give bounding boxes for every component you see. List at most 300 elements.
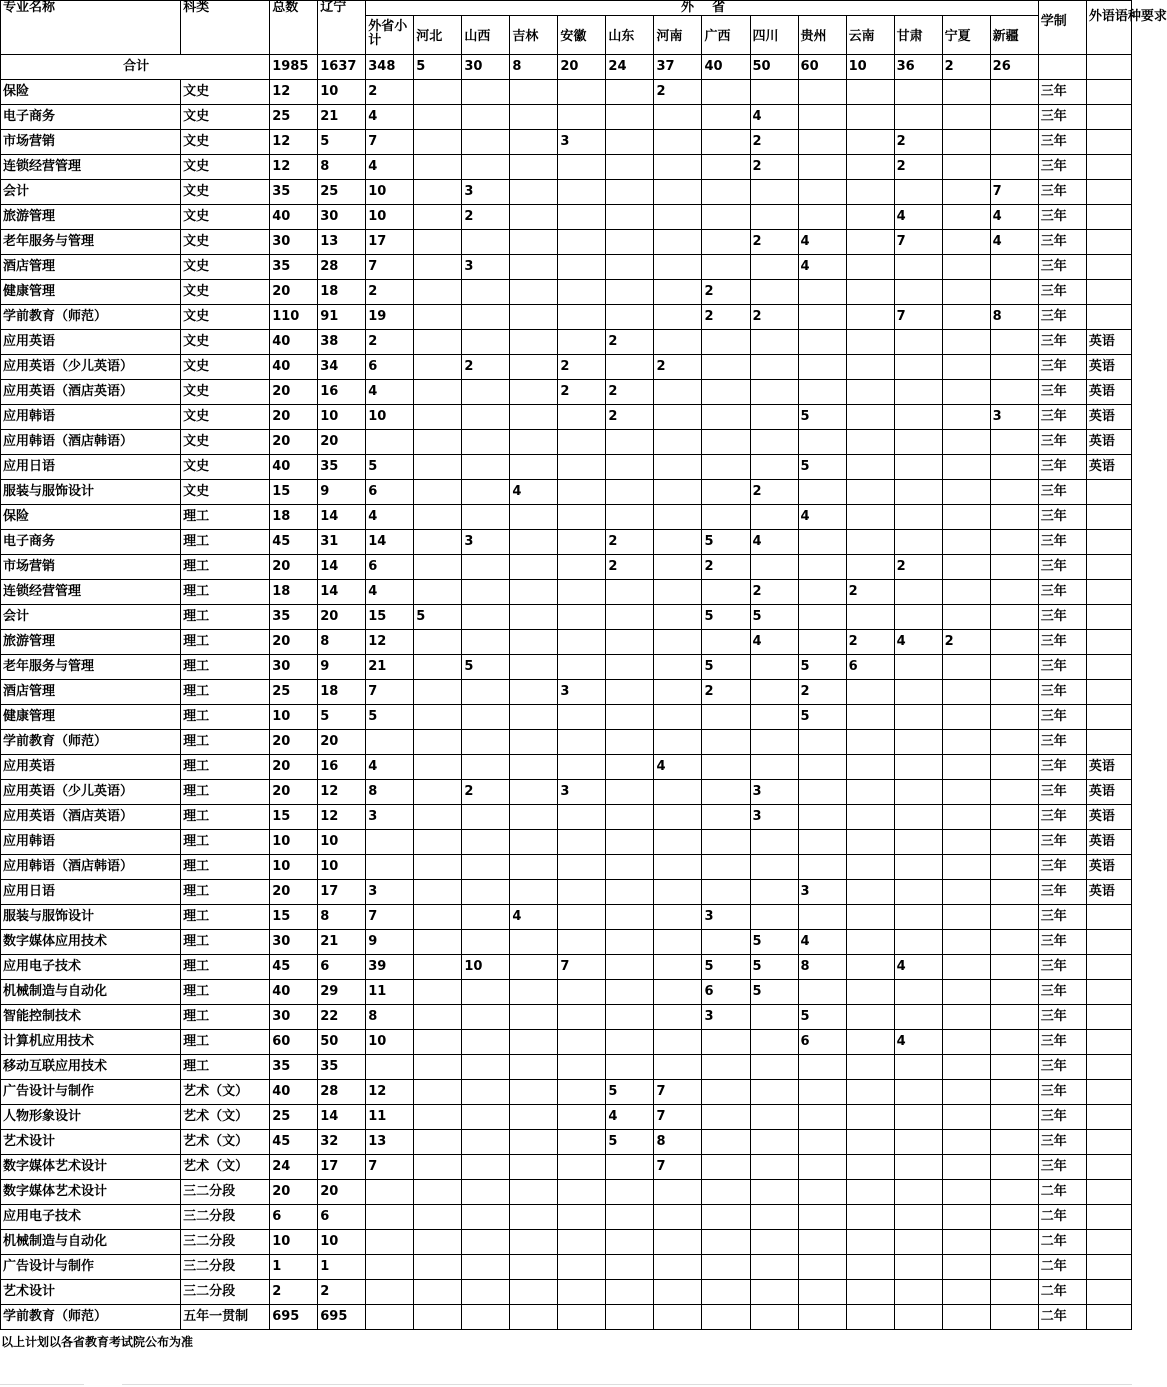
province-cell [558, 1005, 606, 1030]
province-cell [894, 930, 942, 955]
province-cell: 2 [750, 155, 798, 180]
province-cell [750, 905, 798, 930]
length-cell: 三年 [1038, 230, 1086, 255]
province-cell [558, 1130, 606, 1155]
category-cell: 理工 [181, 655, 270, 680]
province-cell: 2 [606, 330, 654, 355]
province-cell [510, 730, 558, 755]
summary-total: 1985 [270, 55, 318, 80]
province-cell [846, 730, 894, 755]
category-cell: 理工 [181, 905, 270, 930]
out-subtotal-cell: 4 [366, 755, 414, 780]
province-cell [558, 805, 606, 830]
province-cell [846, 405, 894, 430]
total-cell: 45 [270, 1130, 318, 1155]
province-cell [414, 1280, 462, 1305]
table-row [1, 355, 1132, 380]
length-cell: 三年 [1038, 1130, 1086, 1155]
province-cell [702, 730, 750, 755]
length-cell: 三年 [1038, 505, 1086, 530]
province-cell [510, 705, 558, 730]
length-cell: 二年 [1038, 1255, 1086, 1280]
province-cell [702, 505, 750, 530]
out-subtotal-cell [366, 1255, 414, 1280]
province-cell [558, 205, 606, 230]
province-cell [750, 80, 798, 105]
province-cell: 3 [750, 805, 798, 830]
province-cell: 4 [798, 230, 846, 255]
province-cell [462, 1305, 510, 1330]
province-cell [750, 1205, 798, 1230]
category-cell: 理工 [181, 855, 270, 880]
province-cell [798, 555, 846, 580]
province-cell [846, 1155, 894, 1180]
category-cell: 理工 [181, 805, 270, 830]
province-cell [942, 155, 990, 180]
header-province: 吉林 [510, 16, 558, 55]
out-subtotal-cell [366, 855, 414, 880]
category-cell: 理工 [181, 980, 270, 1005]
province-cell [558, 880, 606, 905]
province-cell [798, 280, 846, 305]
category-cell: 理工 [181, 755, 270, 780]
province-cell [894, 780, 942, 805]
province-cell: 4 [894, 630, 942, 655]
language-cell [1086, 130, 1131, 155]
province-cell [654, 705, 702, 730]
province-cell [942, 130, 990, 155]
summary-empty-cell [1038, 55, 1086, 80]
summary-province-value: 40 [702, 55, 750, 80]
province-cell [558, 180, 606, 205]
province-cell: 4 [990, 230, 1038, 255]
total-cell: 30 [270, 1005, 318, 1030]
province-cell [510, 530, 558, 555]
province-cell [414, 80, 462, 105]
province-cell [942, 330, 990, 355]
table-row [1, 980, 1132, 1005]
length-cell: 三年 [1038, 780, 1086, 805]
language-cell: 英语 [1086, 355, 1131, 380]
province-cell: 2 [894, 155, 942, 180]
table-row [1, 1130, 1132, 1155]
province-cell [846, 330, 894, 355]
province-cell [510, 1255, 558, 1280]
province-cell [798, 1280, 846, 1305]
province-cell [798, 330, 846, 355]
total-cell: 30 [270, 930, 318, 955]
liaoning-cell: 20 [318, 605, 366, 630]
category-cell: 文史 [181, 330, 270, 355]
province-cell [558, 1255, 606, 1280]
category-cell: 理工 [181, 1030, 270, 1055]
province-cell [702, 780, 750, 805]
major-cell: 应用英语 [1, 330, 181, 355]
province-cell [462, 730, 510, 755]
province-cell [414, 555, 462, 580]
province-cell [798, 580, 846, 605]
major-cell: 连锁经营管理 [1, 155, 181, 180]
province-cell [846, 605, 894, 630]
category-cell: 理工 [181, 505, 270, 530]
province-cell: 5 [702, 605, 750, 630]
province-cell [654, 630, 702, 655]
province-cell [510, 305, 558, 330]
province-cell [654, 980, 702, 1005]
province-cell [510, 405, 558, 430]
province-cell [606, 255, 654, 280]
major-cell: 应用韩语（酒店韩语） [1, 855, 181, 880]
province-cell [558, 1230, 606, 1255]
province-cell [750, 355, 798, 380]
province-cell [990, 1305, 1038, 1330]
total-cell: 20 [270, 630, 318, 655]
total-cell: 110 [270, 305, 318, 330]
province-cell [606, 1155, 654, 1180]
language-cell [1086, 80, 1131, 105]
language-cell [1086, 530, 1131, 555]
out-subtotal-cell: 2 [366, 280, 414, 305]
province-cell [462, 155, 510, 180]
major-cell: 应用英语（少儿英语） [1, 780, 181, 805]
province-cell: 2 [702, 305, 750, 330]
province-cell: 5 [606, 1130, 654, 1155]
out-subtotal-cell: 13 [366, 1130, 414, 1155]
province-cell [846, 955, 894, 980]
province-cell [510, 455, 558, 480]
province-cell [606, 880, 654, 905]
province-cell [942, 580, 990, 605]
total-cell: 10 [270, 830, 318, 855]
header-province: 四川 [750, 16, 798, 55]
category-cell: 理工 [181, 830, 270, 855]
province-cell [942, 805, 990, 830]
category-cell: 理工 [181, 930, 270, 955]
liaoning-cell: 695 [318, 1305, 366, 1330]
province-cell: 5 [702, 955, 750, 980]
province-cell [990, 1230, 1038, 1255]
liaoning-cell: 10 [318, 1230, 366, 1255]
province-cell [750, 555, 798, 580]
province-cell [798, 830, 846, 855]
province-cell: 5 [798, 705, 846, 730]
province-cell [414, 1080, 462, 1105]
province-cell: 2 [894, 555, 942, 580]
total-cell: 10 [270, 705, 318, 730]
province-cell [894, 1205, 942, 1230]
major-cell: 连锁经营管理 [1, 580, 181, 605]
total-cell: 20 [270, 780, 318, 805]
province-cell [846, 1255, 894, 1280]
province-cell [750, 255, 798, 280]
province-cell [846, 1005, 894, 1030]
province-cell [606, 655, 654, 680]
major-cell: 酒店管理 [1, 255, 181, 280]
out-subtotal-cell [366, 1305, 414, 1330]
province-cell [654, 1255, 702, 1280]
province-cell [846, 555, 894, 580]
province-cell [606, 855, 654, 880]
province-cell [846, 855, 894, 880]
province-cell [558, 455, 606, 480]
province-cell: 5 [606, 1080, 654, 1105]
province-cell: 4 [654, 755, 702, 780]
category-cell: 理工 [181, 705, 270, 730]
province-cell [942, 205, 990, 230]
province-cell [702, 180, 750, 205]
language-cell: 英语 [1086, 405, 1131, 430]
province-cell [510, 130, 558, 155]
table-row [1, 105, 1132, 130]
total-cell: 15 [270, 805, 318, 830]
province-cell [414, 1180, 462, 1205]
province-cell [462, 555, 510, 580]
province-cell [894, 1280, 942, 1305]
table-row [1, 1255, 1132, 1280]
out-subtotal-cell [366, 1230, 414, 1255]
province-cell [558, 530, 606, 555]
province-cell [606, 630, 654, 655]
province-cell: 2 [942, 630, 990, 655]
province-cell [606, 1255, 654, 1280]
table-row [1, 955, 1132, 980]
province-cell [894, 430, 942, 455]
province-cell [702, 1305, 750, 1330]
province-cell [942, 1105, 990, 1130]
province-cell [750, 755, 798, 780]
liaoning-cell: 50 [318, 1030, 366, 1055]
province-cell [414, 205, 462, 230]
province-cell [750, 1005, 798, 1030]
province-cell [414, 530, 462, 555]
province-cell [462, 1105, 510, 1130]
province-cell [414, 1255, 462, 1280]
total-cell: 20 [270, 405, 318, 430]
province-cell [894, 730, 942, 755]
category-cell: 理工 [181, 955, 270, 980]
province-cell [846, 1030, 894, 1055]
total-cell: 40 [270, 355, 318, 380]
total-cell: 12 [270, 130, 318, 155]
province-cell [750, 880, 798, 905]
province-cell [750, 1130, 798, 1155]
table-row [1, 1080, 1132, 1105]
province-cell [606, 105, 654, 130]
out-subtotal-cell [366, 1055, 414, 1080]
province-cell [894, 705, 942, 730]
province-cell [558, 730, 606, 755]
total-cell: 24 [270, 1155, 318, 1180]
total-cell: 20 [270, 430, 318, 455]
table-row [1, 1305, 1132, 1330]
summary-province-value: 30 [462, 55, 510, 80]
province-cell [798, 1180, 846, 1205]
language-cell [1086, 705, 1131, 730]
province-cell [990, 80, 1038, 105]
language-cell [1086, 905, 1131, 930]
major-cell: 智能控制技术 [1, 1005, 181, 1030]
province-cell [654, 1005, 702, 1030]
total-cell: 25 [270, 680, 318, 705]
province-cell [606, 1230, 654, 1255]
province-cell [750, 1280, 798, 1305]
province-cell [414, 780, 462, 805]
province-cell [798, 380, 846, 405]
province-cell [942, 230, 990, 255]
province-cell [510, 430, 558, 455]
province-cell [894, 680, 942, 705]
province-cell [510, 780, 558, 805]
province-cell [990, 880, 1038, 905]
total-cell: 60 [270, 1030, 318, 1055]
province-cell [462, 705, 510, 730]
major-cell: 老年服务与管理 [1, 230, 181, 255]
total-cell: 35 [270, 1055, 318, 1080]
major-cell: 老年服务与管理 [1, 655, 181, 680]
province-cell [510, 330, 558, 355]
province-cell [702, 630, 750, 655]
length-cell: 三年 [1038, 430, 1086, 455]
out-subtotal-cell: 3 [366, 880, 414, 905]
province-cell: 2 [558, 380, 606, 405]
major-cell: 保险 [1, 80, 181, 105]
major-cell: 广告设计与制作 [1, 1255, 181, 1280]
province-cell [702, 230, 750, 255]
province-cell [414, 155, 462, 180]
province-cell [942, 930, 990, 955]
province-cell [510, 955, 558, 980]
liaoning-cell: 8 [318, 905, 366, 930]
province-cell [894, 580, 942, 605]
out-subtotal-cell: 7 [366, 680, 414, 705]
out-subtotal-cell: 19 [366, 305, 414, 330]
province-cell [654, 830, 702, 855]
table-row [1, 405, 1132, 430]
major-cell: 市场营销 [1, 555, 181, 580]
province-cell [654, 305, 702, 330]
province-cell [750, 1055, 798, 1080]
province-cell [990, 455, 1038, 480]
province-cell [942, 830, 990, 855]
province-cell: 6 [798, 1030, 846, 1055]
province-cell: 2 [558, 355, 606, 380]
province-cell [510, 880, 558, 905]
province-cell [846, 480, 894, 505]
province-cell [846, 1105, 894, 1130]
major-cell: 学前教育（师范） [1, 305, 181, 330]
out-subtotal-cell: 6 [366, 355, 414, 380]
province-cell [798, 755, 846, 780]
province-cell [942, 355, 990, 380]
province-cell [558, 105, 606, 130]
province-cell [990, 580, 1038, 605]
total-cell: 30 [270, 655, 318, 680]
major-cell: 旅游管理 [1, 205, 181, 230]
province-cell [462, 480, 510, 505]
province-cell [702, 480, 750, 505]
province-cell [702, 130, 750, 155]
out-subtotal-cell: 12 [366, 1080, 414, 1105]
province-cell [750, 330, 798, 355]
province-cell [654, 1180, 702, 1205]
out-subtotal-cell: 2 [366, 330, 414, 355]
table-row [1, 705, 1132, 730]
province-cell [462, 280, 510, 305]
province-cell [558, 330, 606, 355]
total-cell: 40 [270, 330, 318, 355]
province-cell [894, 1255, 942, 1280]
province-cell [462, 130, 510, 155]
liaoning-cell: 20 [318, 430, 366, 455]
major-cell: 应用英语（酒店英语） [1, 805, 181, 830]
province-cell [510, 680, 558, 705]
province-cell [942, 880, 990, 905]
length-cell: 三年 [1038, 1105, 1086, 1130]
province-cell: 3 [462, 255, 510, 280]
province-cell [558, 905, 606, 930]
province-cell: 7 [894, 305, 942, 330]
province-cell [990, 905, 1038, 930]
province-cell [654, 480, 702, 505]
summary-province-value: 60 [798, 55, 846, 80]
language-cell [1086, 955, 1131, 980]
province-cell [606, 780, 654, 805]
province-cell [942, 505, 990, 530]
province-cell [462, 830, 510, 855]
total-cell: 25 [270, 105, 318, 130]
liaoning-cell: 91 [318, 305, 366, 330]
province-cell [750, 655, 798, 680]
province-cell [558, 280, 606, 305]
province-cell [414, 405, 462, 430]
province-cell [558, 930, 606, 955]
summary-out-subtotal: 348 [366, 55, 414, 80]
province-cell [750, 730, 798, 755]
province-cell: 4 [798, 505, 846, 530]
province-cell [510, 180, 558, 205]
summary-province-value: 8 [510, 55, 558, 80]
province-cell [558, 230, 606, 255]
category-cell: 艺术（文） [181, 1080, 270, 1105]
language-cell [1086, 105, 1131, 130]
province-cell [510, 1030, 558, 1055]
province-cell [606, 1055, 654, 1080]
header-total: 总数 [270, 1, 318, 55]
province-cell [462, 1255, 510, 1280]
length-cell: 三年 [1038, 580, 1086, 605]
province-cell [990, 255, 1038, 280]
province-cell [414, 680, 462, 705]
major-cell: 电子商务 [1, 105, 181, 130]
province-cell [894, 380, 942, 405]
liaoning-cell: 25 [318, 180, 366, 205]
major-cell: 应用电子技术 [1, 1205, 181, 1230]
province-cell [606, 1005, 654, 1030]
table-row [1, 630, 1132, 655]
province-cell [414, 1155, 462, 1180]
table-row [1, 1180, 1132, 1205]
province-cell [798, 180, 846, 205]
province-cell: 2 [606, 530, 654, 555]
province-cell: 4 [510, 480, 558, 505]
province-cell [798, 1105, 846, 1130]
province-cell: 2 [462, 780, 510, 805]
province-cell [702, 755, 750, 780]
header-province: 甘肃 [894, 16, 942, 55]
out-subtotal-cell: 2 [366, 80, 414, 105]
province-cell [654, 1230, 702, 1255]
province-cell [414, 230, 462, 255]
